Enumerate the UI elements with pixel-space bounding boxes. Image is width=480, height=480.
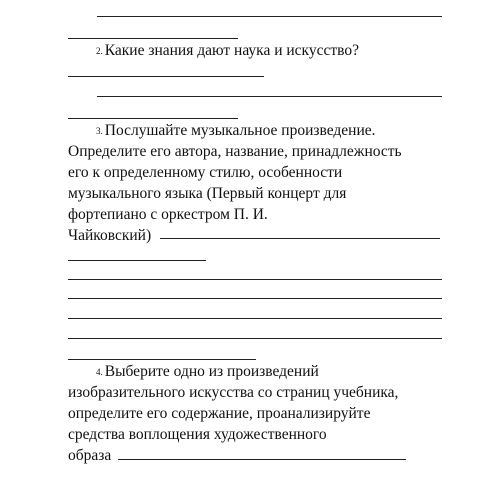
question-3-line-6: Чайковский) <box>68 227 152 244</box>
answer-line[interactable] <box>68 338 442 339</box>
question-4-line-4: средства воплощения художественного <box>68 426 327 443</box>
question-3-line-3: его к определенному стилю, особенности <box>68 164 343 181</box>
question-number: 3. <box>96 126 103 136</box>
question-4-line-3: определите его содержание, проанализируйте <box>68 405 371 422</box>
answer-line[interactable] <box>68 260 206 261</box>
answer-line[interactable] <box>68 318 442 319</box>
answer-line[interactable] <box>160 238 440 239</box>
answer-line[interactable] <box>68 298 442 299</box>
answer-line[interactable] <box>118 459 406 460</box>
answer-line[interactable] <box>97 16 442 17</box>
answer-line[interactable] <box>68 76 264 77</box>
answer-line[interactable] <box>97 96 442 97</box>
question-text: Выберите одно из произведений <box>104 363 319 380</box>
answer-line[interactable] <box>68 279 442 280</box>
question-3-line-5: фортепиано с оркестром П. И. <box>68 206 268 223</box>
answer-line[interactable] <box>68 359 256 360</box>
question-text: Какие знания дают наука и искусство? <box>104 42 359 59</box>
answer-line[interactable] <box>68 38 238 39</box>
question-text: Послушайте музыкальное произведение. <box>104 122 376 139</box>
question-2 <box>96 40 359 62</box>
question-4-line-5: образа <box>68 447 112 464</box>
question-number: 2. <box>96 46 103 56</box>
question-4-line-2: изобразительного искусства со страниц учебника, <box>68 384 399 401</box>
question-number: 4. <box>96 367 103 377</box>
answer-line[interactable] <box>68 118 238 119</box>
question-3-line-1 <box>96 120 376 142</box>
question-3-line-4: музыкального языка (Первый концерт для <box>68 185 347 202</box>
question-3-line-2: Определите его автора, название, принадлежность <box>68 143 402 160</box>
question-4-line-1 <box>96 361 319 383</box>
